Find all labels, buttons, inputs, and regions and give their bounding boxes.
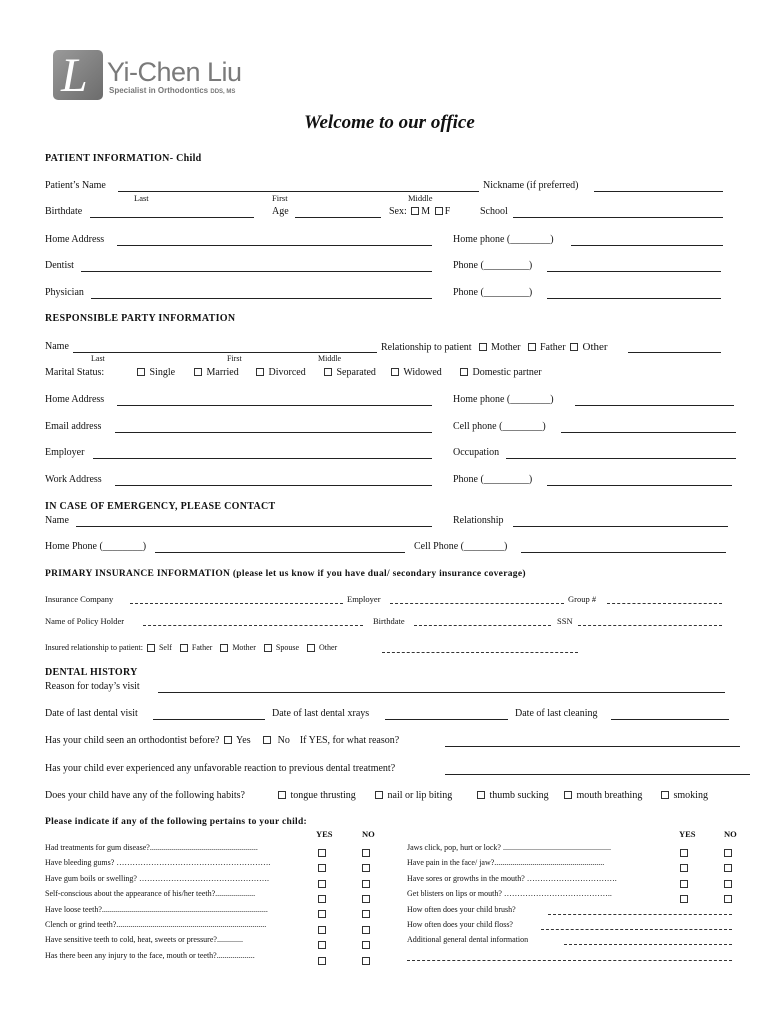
rp-other-field[interactable] — [628, 352, 721, 353]
right-text-question: Additional general dental information — [407, 935, 529, 945]
right-question: Have pain in the face/ jaw?....................................................... — [407, 858, 605, 868]
additional-info-field[interactable] — [407, 960, 732, 961]
rp-relationship: Relationship to patient Mother Father Other — [381, 341, 608, 353]
em-cell-label: Cell Phone (________) — [414, 541, 508, 552]
right-text-question: How often does your child brush? — [407, 904, 516, 914]
right-text-field[interactable] — [548, 914, 732, 915]
rp-name-label: Name — [45, 341, 69, 352]
home-phone-label: Home phone (________) — [453, 234, 554, 245]
em-name-field[interactable] — [76, 526, 432, 527]
ins-employer-field[interactable] — [390, 603, 564, 604]
rp-father-checkbox[interactable] — [528, 343, 536, 351]
em-home-phone-label: Home Phone (________) — [45, 541, 147, 552]
sex-group: Sex: M F — [389, 206, 451, 217]
marital-separated[interactable]: Separated — [322, 367, 376, 378]
rp-last-label: Last — [91, 354, 105, 363]
rp-occupation-field[interactable] — [506, 458, 736, 459]
ins-company-label: Insurance Company — [45, 594, 114, 604]
ortho-no-checkbox[interactable] — [263, 736, 271, 744]
ins-employer-label: Employer — [347, 594, 381, 604]
dental-heading: DENTAL HISTORY — [45, 667, 138, 678]
rp-home-address-field[interactable] — [117, 405, 432, 406]
rp-work-phone-label: Phone (_________) — [453, 474, 533, 485]
emergency-heading: IN CASE OF EMERGENCY, PLEASE CONTACT — [45, 501, 276, 512]
rp-middle-label: Middle — [318, 354, 342, 363]
physician-phone-field[interactable] — [547, 298, 721, 299]
em-name-label: Name — [45, 515, 69, 526]
ins-mother-checkbox[interactable] — [220, 644, 228, 652]
habit-nail[interactable]: nail or lip biting — [373, 790, 452, 801]
birthdate-field[interactable] — [90, 217, 254, 218]
dentist-phone-label: Phone (_________) — [453, 260, 533, 271]
physician-field[interactable] — [91, 298, 432, 299]
rp-work-address-label: Work Address — [45, 474, 102, 485]
ins-other-field[interactable] — [382, 652, 578, 653]
last-cleaning-label: Date of last cleaning — [515, 708, 598, 719]
home-address-field[interactable] — [117, 245, 432, 246]
marital-label: Marital Status: — [45, 367, 105, 378]
age-field[interactable] — [295, 217, 381, 218]
left-question: Have bleeding gums? …………………………………………………. — [45, 858, 271, 868]
rp-home-phone-label: Home phone (________) — [453, 394, 554, 405]
marital-single[interactable]: Single — [135, 367, 175, 378]
last-xrays-label: Date of last dental xrays — [272, 708, 370, 719]
sex-f-checkbox[interactable] — [435, 207, 443, 215]
insurance-heading: PRIMARY INSURANCE INFORMATION (please let us know if you have dual/ secondary insurance coverage) — [45, 569, 526, 579]
habit-mouth[interactable]: mouth breathing — [562, 790, 642, 801]
left-question: Had treatments for gum disease?...................................................... — [45, 843, 258, 852]
rp-name-field[interactable] — [73, 352, 377, 353]
ins-relationship: Insured relationship to patient: Self Father Mother Spouse Other — [45, 643, 338, 652]
home-phone-field[interactable] — [571, 245, 723, 246]
ortho-yes-checkbox[interactable] — [224, 736, 232, 744]
rp-home-phone-field[interactable] — [575, 405, 734, 406]
dentist-field[interactable] — [81, 271, 432, 272]
rp-employer-field[interactable] — [93, 458, 432, 459]
logo-subtitle: Specialist in Orthodontics DDS, MS — [109, 86, 236, 95]
logo-mark: L — [53, 50, 103, 100]
ortho-reason-field[interactable] — [445, 746, 740, 747]
home-address-label: Home Address — [45, 234, 105, 245]
left-question: Have loose teeth?................................................................................... — [45, 904, 268, 914]
age-label: Age — [272, 206, 289, 217]
first-label: First — [272, 193, 288, 203]
habits-question: Does your child have any of the following habits? — [45, 790, 245, 801]
ins-self-checkbox[interactable] — [147, 644, 155, 652]
rp-other-checkbox[interactable] — [570, 343, 578, 351]
left-yes-header: YES — [316, 829, 333, 839]
rp-home-address-label: Home Address — [45, 394, 105, 405]
physician-label: Physician — [45, 287, 84, 298]
ortho-question: Has your child seen an orthodontist before? Yes No If YES, for what reason? — [45, 735, 400, 746]
em-home-phone-field[interactable] — [155, 552, 405, 553]
school-label: School — [480, 206, 508, 217]
right-question: Get blisters on lips or mouth? ………………………………….. — [407, 889, 612, 899]
ins-group-label: Group # — [568, 594, 597, 604]
rp-cell-field[interactable] — [561, 432, 736, 433]
middle-label: Middle — [408, 193, 433, 203]
habit-tongue[interactable]: tongue thrusting — [276, 790, 356, 801]
ins-other-checkbox[interactable] — [307, 644, 315, 652]
reaction-question: Has your child ever experienced any unfavorable reaction to previous dental treatment? — [45, 763, 396, 774]
nickname-field[interactable] — [594, 191, 723, 192]
patient-heading: PATIENT INFORMATION- Child — [45, 153, 202, 164]
marital-married[interactable]: Married — [192, 367, 239, 378]
birthdate-label: Birthdate — [45, 206, 83, 217]
nickname-label: Nickname (if preferred) — [483, 180, 579, 191]
left-question: Self-conscious about the appearance of his/her teeth?.................... — [45, 889, 256, 899]
dentist-phone-field[interactable] — [547, 271, 721, 272]
habit-smoking[interactable]: smoking — [659, 790, 708, 801]
habit-thumb[interactable]: thumb sucking — [475, 790, 549, 801]
right-text-field[interactable] — [564, 944, 732, 945]
right-no-checkbox[interactable] — [722, 890, 734, 908]
left-no-header: NO — [362, 829, 375, 839]
ins-holder-label: Name of Policy Holder — [45, 616, 125, 626]
left-question: Clench or grind teeth?........................................................................... — [45, 920, 267, 929]
last-visit-field[interactable] — [153, 719, 265, 720]
left-yes-checkbox[interactable] — [316, 952, 328, 970]
patient-name-field[interactable] — [118, 191, 479, 192]
right-question: Jaws click, pop, hurt or lock? ...................................................... — [407, 843, 611, 852]
left-question: Has there been any injury to the face, mouth or teeth?................... — [45, 950, 255, 960]
ins-birthdate-field[interactable] — [414, 625, 551, 626]
marital-domestic[interactable]: Domestic partner — [458, 367, 542, 378]
em-relationship-field[interactable] — [513, 526, 728, 527]
rp-mother-checkbox[interactable] — [479, 343, 487, 351]
reaction-field[interactable] — [445, 774, 750, 775]
reason-field[interactable] — [158, 692, 725, 693]
right-yes-header: YES — [679, 829, 696, 839]
sex-m-checkbox[interactable] — [411, 207, 419, 215]
rp-employer-label: Employer — [45, 447, 85, 458]
dentist-label: Dentist — [45, 260, 74, 271]
right-yes-checkbox[interactable] — [678, 890, 690, 908]
responsible-heading: RESPONSIBLE PARTY INFORMATION — [45, 313, 236, 324]
ins-ssn-field[interactable] — [578, 625, 722, 626]
ins-holder-field[interactable] — [143, 625, 363, 626]
right-no-header: NO — [724, 829, 737, 839]
right-question: Have sores or growths in the mouth? ……………………………. — [407, 873, 617, 883]
rp-occupation-label: Occupation — [453, 447, 500, 458]
physician-phone-label: Phone (_________) — [453, 287, 533, 298]
last-label: Last — [134, 193, 149, 203]
logo-name: Yi-Chen Liu — [107, 57, 242, 87]
left-question: Have gum boils or swelling? …………………………………………. — [45, 873, 269, 883]
rp-cell-label: Cell phone (________) — [453, 421, 546, 432]
rp-work-address-field[interactable] — [115, 485, 432, 486]
school-field[interactable] — [513, 217, 723, 218]
last-visit-label: Date of last dental visit — [45, 708, 138, 719]
reason-label: Reason for today’s visit — [45, 681, 140, 692]
right-text-question: How often does your child floss? — [407, 920, 513, 929]
rp-first-label: First — [227, 354, 242, 363]
rp-work-phone-field[interactable] — [547, 485, 732, 486]
right-text-field[interactable] — [541, 929, 732, 930]
page-title: Welcome to our office — [304, 112, 475, 133]
em-cell-field[interactable] — [521, 552, 726, 553]
rp-email-field[interactable] — [115, 432, 432, 433]
ins-company-field[interactable] — [130, 603, 343, 604]
ins-father-checkbox[interactable] — [180, 644, 188, 652]
rp-email-label: Email address — [45, 421, 102, 432]
marital-divorced[interactable]: Divorced — [254, 367, 306, 378]
patient-name-label: Patient’s Name — [45, 180, 106, 191]
last-cleaning-field[interactable] — [611, 719, 729, 720]
ins-ssn-label: SSN — [557, 616, 573, 626]
ins-group-field[interactable] — [607, 603, 722, 604]
ins-spouse-checkbox[interactable] — [264, 644, 272, 652]
ins-birthdate-label: Birthdate — [373, 616, 405, 626]
last-xrays-field[interactable] — [385, 719, 508, 720]
marital-widowed[interactable]: Widowed — [389, 367, 442, 378]
em-relationship-label: Relationship — [453, 515, 504, 526]
left-no-checkbox[interactable] — [360, 952, 372, 970]
left-question: Have sensitive teeth to cold, heat, sweets or pressure?............. — [45, 935, 243, 945]
pertains-heading: Please indicate if any of the following pertains to your child: — [45, 817, 308, 827]
